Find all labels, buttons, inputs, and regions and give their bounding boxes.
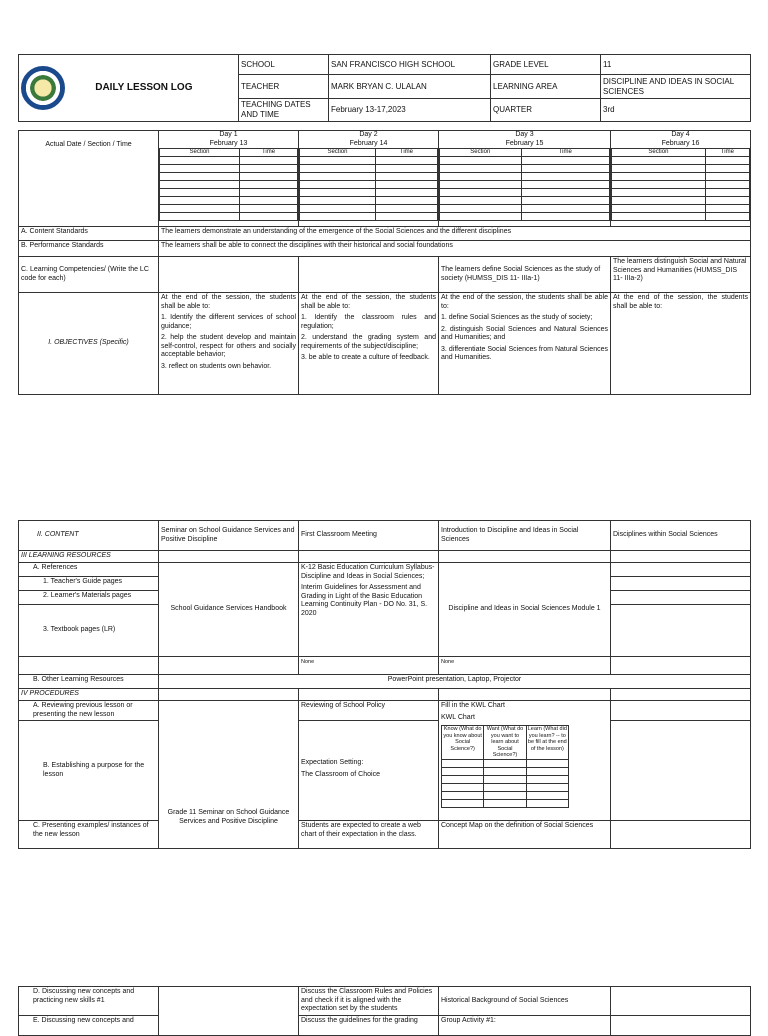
objectives-day4 bbox=[611, 293, 751, 395]
proc-e-day2: Discuss the guidelines for the grading bbox=[299, 1015, 439, 1035]
learners-materials-label: 2. Learner's Materials pages bbox=[19, 591, 159, 605]
objectives-intro: At the end of the session, the students shall be able to: bbox=[441, 294, 608, 310]
proc-a-b-day3 bbox=[439, 701, 611, 821]
reference-item: K-12 Basic Education Curriculum Syllabus- Discipline and Ideas in Social Sciences; bbox=[301, 564, 435, 580]
references-label: A. References bbox=[19, 563, 159, 577]
section-header: Section bbox=[440, 149, 522, 157]
proc-d-label: D. Discussing new concepts and practicing new skills #1 bbox=[19, 987, 159, 1016]
day2-header bbox=[299, 131, 439, 227]
actual-date-label: Actual Date / Section / Time bbox=[19, 131, 159, 227]
objectives-day1 bbox=[159, 293, 299, 395]
objective-item: 1. Identify the classroom rules and regulation; bbox=[301, 314, 436, 330]
kwl-learn-header: Learn (What did you learn? -- to be fill at the end of the lesson) bbox=[526, 726, 568, 760]
quarter-value: 3rd bbox=[601, 99, 751, 122]
header-logo-cell bbox=[19, 55, 239, 122]
other-resources-value: PowerPoint presentation, Laptop, Projector bbox=[159, 675, 751, 689]
competency-day4: The learners distinguish Social and Natural Sciences and Humanities (HUMSS_DIS 11- IIIa-2) bbox=[611, 257, 751, 293]
objective-item: 3. be able to create a culture of feedback. bbox=[301, 354, 430, 361]
proc-c-label: C. Presenting examples/ instances of the new lesson bbox=[19, 821, 159, 849]
objective-item: 3. differentiate Social Sciences from Natural Sciences and Humanities. bbox=[441, 345, 608, 361]
objectives-intro: At the end of the session, the students shall be able to: bbox=[161, 294, 296, 310]
learning-area-value: DISCIPLINE AND IDEAS IN SOCIAL SCIENCES bbox=[601, 75, 751, 99]
day1-section-grid bbox=[159, 148, 298, 221]
references-day2 bbox=[299, 563, 439, 657]
proc-d-day3: Historical Background of Social Sciences bbox=[439, 987, 611, 1016]
objectives-day3 bbox=[439, 293, 611, 395]
teacher-label: TEACHER bbox=[239, 75, 329, 99]
day1-header bbox=[159, 131, 299, 227]
proc-c-day2: Students are expected to create a web chart of their expectation in the class. bbox=[299, 821, 439, 849]
kwl-want-header: Want (What do you want to learn about Social Science?) bbox=[484, 726, 526, 760]
quarter-label: QUARTER bbox=[491, 99, 601, 122]
teacher-value: MARK BRYAN C. ULALAN bbox=[329, 75, 491, 99]
day1-date: February 13 bbox=[209, 139, 248, 147]
proc-e-day3: Group Activity #1: bbox=[439, 1015, 611, 1035]
teachers-guide-label: 1. Teacher's Guide pages bbox=[19, 577, 159, 591]
grade-level-value: 11 bbox=[601, 55, 751, 75]
competency-day3: The learners define Social Sciences as the study of society (HUMSS_DIS 11- IIIa-1) bbox=[439, 257, 611, 293]
day2-section-grid bbox=[299, 148, 438, 221]
grade-level-label: GRADE LEVEL bbox=[491, 55, 601, 75]
kwl-know-header: Know (What do you know about Social Science?) bbox=[442, 726, 484, 760]
objectives-intro: At the end of the session, the students shall be able to: bbox=[613, 294, 748, 310]
competency-day2 bbox=[299, 257, 439, 293]
proc-d-day2: Discuss the Classroom Rules and Policies and check if it is aligned with the expectation set by the students bbox=[299, 987, 439, 1016]
section-header: Section bbox=[300, 149, 376, 157]
procedures-label: IV PROCEDURES bbox=[19, 689, 159, 701]
objectives-intro: At the end of the session, the students shall be able to: bbox=[301, 294, 436, 310]
kwl-title: KWL Chart bbox=[441, 713, 475, 721]
day3-header bbox=[439, 131, 611, 227]
header-table bbox=[18, 54, 751, 122]
section-header: Section bbox=[160, 149, 240, 157]
competencies-label: C. Learning Competencies/ (Write the LC code for each) bbox=[19, 257, 159, 293]
lesson-log-table-2 bbox=[18, 520, 751, 849]
expectation-setting: Expectation Setting: bbox=[301, 759, 364, 766]
day4-date: February 16 bbox=[661, 139, 700, 147]
page-title: DAILY LESSON LOG bbox=[95, 82, 193, 94]
time-header: Time bbox=[240, 149, 298, 157]
day4-label: Day 4 bbox=[671, 131, 690, 138]
content-day4: Disciplines within Social Sciences bbox=[611, 521, 751, 551]
teaching-dates-value: February 13-17,2023 bbox=[329, 99, 491, 122]
day4-section-grid bbox=[611, 148, 750, 221]
section-header: Section bbox=[612, 149, 706, 157]
teaching-dates-label: TEACHING DATES AND TIME bbox=[239, 99, 329, 122]
proc-b-day2 bbox=[299, 721, 439, 821]
objective-item: 2. distinguish Social Sciences and Natural Sciences and Humanities; and bbox=[441, 325, 608, 341]
textbook-pages-label: 3. Textbook pages (LR) bbox=[19, 605, 159, 657]
kwl-instruction: Fill in the KWL Chart bbox=[441, 702, 505, 709]
day2-label: Day 2 bbox=[359, 131, 378, 138]
lesson-log-table-1 bbox=[18, 130, 751, 395]
time-header: Time bbox=[705, 149, 749, 157]
day2-date: February 14 bbox=[349, 139, 388, 147]
deped-seal-icon bbox=[21, 66, 65, 110]
other-resources-label: B. Other Learning Resources bbox=[19, 675, 159, 689]
objective-item: 1. Identify the different services of school guidance; bbox=[161, 314, 296, 330]
objective-item: 2. help the student develop and maintain self-control, respect for others and socially acceptable behavior; bbox=[161, 334, 296, 358]
references-day3: Discipline and Ideas in Social Sciences Module 1 bbox=[439, 563, 611, 657]
proc-c-day3: Concept Map on the definition of Social Sciences bbox=[439, 821, 611, 849]
school-label: SCHOOL bbox=[239, 55, 329, 75]
performance-standards-label: B. Performance Standards bbox=[19, 241, 159, 257]
objectives-label: I. OBJECTIVES (Specific) bbox=[19, 293, 159, 395]
time-header: Time bbox=[375, 149, 437, 157]
day4-header bbox=[611, 131, 751, 227]
school-value: SAN FRANCISCO HIGH SCHOOL bbox=[329, 55, 491, 75]
day3-date: February 15 bbox=[505, 139, 544, 147]
objective-item: 2. understand the grading system and requirements of the subject/discipline; bbox=[301, 334, 436, 350]
procedures-day1: Grade 11 Seminar on School Guidance Services and Positive Discipline bbox=[159, 701, 299, 849]
learning-area-label: LEARNING AREA bbox=[491, 75, 601, 99]
objectives-day2 bbox=[299, 293, 439, 395]
none-day2: None bbox=[299, 657, 439, 675]
none-day3: None bbox=[439, 657, 611, 675]
objective-item: 1. define Social Sciences as the study of society; bbox=[441, 314, 593, 321]
kwl-chart bbox=[441, 725, 569, 808]
content-day2: First Classroom Meeting bbox=[299, 521, 439, 551]
content-day3: Introduction to Discipline and Ideas in Social Sciences bbox=[439, 521, 611, 551]
day3-label: Day 3 bbox=[515, 131, 534, 138]
day1-label: Day 1 bbox=[219, 131, 238, 138]
proc-e-label: E. Discussing new concepts and bbox=[19, 1015, 159, 1035]
content-label: II. CONTENT bbox=[19, 521, 159, 551]
classroom-of-choice: The Classroom of Choice bbox=[301, 770, 380, 778]
day3-section-grid bbox=[439, 148, 610, 221]
references-day1: School Guidance Services Handbook bbox=[159, 563, 299, 657]
proc-a-label: A. Reviewing previous lesson or presenting the new lesson bbox=[19, 701, 159, 721]
lesson-log-table-3 bbox=[18, 986, 751, 1036]
competency-day1 bbox=[159, 257, 299, 293]
reference-item: Interim Guidelines for Assessment and Grading in Light of the Basic Education Learning Continuity Plan - DO No. 31, S. 2020 bbox=[301, 584, 428, 617]
objective-item: 3. reflect on students own behavior. bbox=[161, 362, 272, 370]
time-header: Time bbox=[521, 149, 609, 157]
content-standards-value: The learners demonstrate an understanding of the emergence of the Social Sciences and the different disciplines bbox=[159, 227, 751, 241]
proc-b-label: B. Establishing a purpose for the lesson bbox=[19, 721, 159, 821]
proc-a-day2: Reviewing of School Policy bbox=[299, 701, 439, 721]
content-standards-label: A. Content Standards bbox=[19, 227, 159, 241]
learning-resources-label: III LEARNING RESOURCES bbox=[19, 551, 159, 563]
content-day1: Seminar on School Guidance Services and Positive Discipline bbox=[159, 521, 299, 551]
performance-standards-value: The learners shall be able to connect the disciplines with their historical and social foundations bbox=[159, 241, 751, 257]
